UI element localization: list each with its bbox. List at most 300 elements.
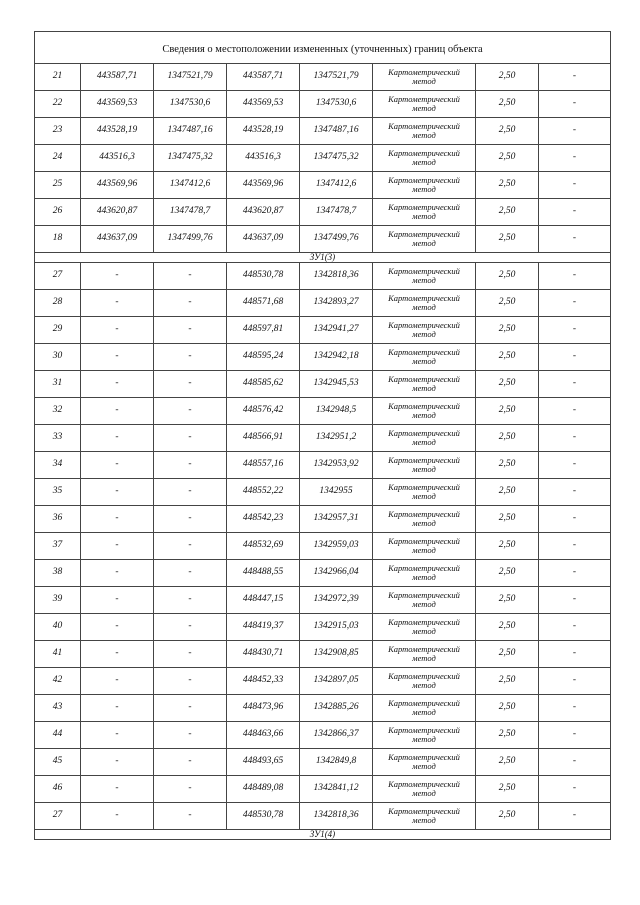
table-row xyxy=(35,803,611,830)
method-line-1: Картометрический xyxy=(388,806,460,816)
existing-x-cell: - xyxy=(81,776,154,803)
existing-x-cell: - xyxy=(81,479,154,506)
existing-x-cell: - xyxy=(81,398,154,425)
refined-y-cell: 1342915,03 xyxy=(300,614,373,641)
refined-x-cell: 448552,22 xyxy=(227,479,300,506)
refined-y-cell: 1342897,05 xyxy=(300,668,373,695)
existing-x-cell: 443516,3 xyxy=(81,145,154,172)
accuracy-cell: 2,50 xyxy=(476,560,539,587)
note-cell: - xyxy=(539,199,611,226)
existing-x-cell: 443587,71 xyxy=(81,64,154,91)
method-cell xyxy=(373,263,476,290)
table-row xyxy=(35,479,611,506)
refined-y-cell: 1342953,92 xyxy=(300,452,373,479)
accuracy-cell: 2,50 xyxy=(476,587,539,614)
existing-x-cell: - xyxy=(81,587,154,614)
existing-x-cell: - xyxy=(81,722,154,749)
table-row xyxy=(35,641,611,668)
refined-x-cell: 443637,09 xyxy=(227,226,300,253)
refined-y-cell: 1347499,76 xyxy=(300,226,373,253)
refined-x-cell: 448576,42 xyxy=(227,398,300,425)
method-cell xyxy=(373,226,476,253)
accuracy-cell: 2,50 xyxy=(476,479,539,506)
accuracy-cell: 2,50 xyxy=(476,290,539,317)
method-line-1: Картометрический xyxy=(388,563,460,573)
method-line-1: Картометрический xyxy=(388,455,460,465)
method-line-1: Картометрический xyxy=(388,202,460,212)
method-line-2: метод xyxy=(412,761,436,771)
method-line-1: Картометрический xyxy=(388,347,460,357)
refined-y-cell: 1342966,04 xyxy=(300,560,373,587)
refined-x-cell: 443569,96 xyxy=(227,172,300,199)
existing-x-cell: - xyxy=(81,803,154,830)
existing-y-cell: - xyxy=(154,533,227,560)
refined-x-cell: 448419,37 xyxy=(227,614,300,641)
table-row xyxy=(35,587,611,614)
refined-y-cell: 1342957,31 xyxy=(300,506,373,533)
method-cell xyxy=(373,749,476,776)
method-cell xyxy=(373,145,476,172)
refined-x-cell: 448530,78 xyxy=(227,263,300,290)
existing-y-cell: 1347478,7 xyxy=(154,199,227,226)
note-cell: - xyxy=(539,776,611,803)
refined-y-cell: 1342818,36 xyxy=(300,263,373,290)
existing-x-cell: - xyxy=(81,371,154,398)
method-line-2: метод xyxy=(412,356,436,366)
existing-x-cell: 443620,87 xyxy=(81,199,154,226)
accuracy-cell: 2,50 xyxy=(476,452,539,479)
method-cell xyxy=(373,614,476,641)
note-cell: - xyxy=(539,506,611,533)
accuracy-cell: 2,50 xyxy=(476,398,539,425)
accuracy-cell: 2,50 xyxy=(476,145,539,172)
method-cell xyxy=(373,344,476,371)
refined-y-cell: 1342893,27 xyxy=(300,290,373,317)
point-number-cell: 45 xyxy=(35,749,81,776)
note-cell: - xyxy=(539,118,611,145)
refined-y-cell: 1342849,8 xyxy=(300,749,373,776)
method-line-2: метод xyxy=(412,707,436,717)
table-row xyxy=(35,226,611,253)
existing-x-cell: - xyxy=(81,668,154,695)
existing-y-cell: - xyxy=(154,371,227,398)
existing-y-cell: - xyxy=(154,479,227,506)
table-row xyxy=(35,371,611,398)
note-cell: - xyxy=(539,668,611,695)
table-row xyxy=(35,263,611,290)
accuracy-cell: 2,50 xyxy=(476,371,539,398)
note-cell: - xyxy=(539,587,611,614)
existing-x-cell: - xyxy=(81,506,154,533)
method-line-2: метод xyxy=(412,626,436,636)
table-row xyxy=(35,749,611,776)
existing-y-cell: - xyxy=(154,263,227,290)
existing-y-cell: - xyxy=(154,695,227,722)
method-line-1: Картометрический xyxy=(388,121,460,131)
refined-x-cell: 448597,81 xyxy=(227,317,300,344)
note-cell: - xyxy=(539,344,611,371)
existing-y-cell: 1347475,32 xyxy=(154,145,227,172)
method-line-1: Картометрический xyxy=(388,509,460,519)
note-cell: - xyxy=(539,749,611,776)
existing-y-cell: - xyxy=(154,344,227,371)
existing-x-cell: 443569,53 xyxy=(81,91,154,118)
existing-y-cell: - xyxy=(154,722,227,749)
method-line-1: Картометрический xyxy=(388,401,460,411)
existing-x-cell: - xyxy=(81,452,154,479)
note-cell: - xyxy=(539,226,611,253)
existing-x-cell: - xyxy=(81,533,154,560)
method-line-1: Картометрический xyxy=(388,752,460,762)
method-line-2: метод xyxy=(412,464,436,474)
existing-x-cell: - xyxy=(81,749,154,776)
point-number-cell: 26 xyxy=(35,199,81,226)
point-number-cell: 33 xyxy=(35,425,81,452)
refined-x-cell: 448532,69 xyxy=(227,533,300,560)
method-cell xyxy=(373,479,476,506)
refined-x-cell: 443620,87 xyxy=(227,199,300,226)
method-line-2: метод xyxy=(412,734,436,744)
method-line-2: метод xyxy=(412,518,436,528)
point-number-cell: 25 xyxy=(35,172,81,199)
refined-y-cell: 1342841,12 xyxy=(300,776,373,803)
method-cell xyxy=(373,199,476,226)
refined-y-cell: 1342945,53 xyxy=(300,371,373,398)
accuracy-cell: 2,50 xyxy=(476,641,539,668)
accuracy-cell: 2,50 xyxy=(476,506,539,533)
method-cell xyxy=(373,506,476,533)
point-number-cell: 37 xyxy=(35,533,81,560)
method-line-1: Картометрический xyxy=(388,148,460,158)
method-line-1: Картометрический xyxy=(388,671,460,681)
refined-x-cell: 448488,55 xyxy=(227,560,300,587)
accuracy-cell: 2,50 xyxy=(476,425,539,452)
refined-y-cell: 1347475,32 xyxy=(300,145,373,172)
method-line-2: метод xyxy=(412,275,436,285)
boundary-coordinates-table xyxy=(34,31,611,840)
method-cell xyxy=(373,695,476,722)
existing-y-cell: 1347412,6 xyxy=(154,172,227,199)
existing-x-cell: - xyxy=(81,290,154,317)
method-line-1: Картометрический xyxy=(388,266,460,276)
note-cell: - xyxy=(539,290,611,317)
method-line-2: метод xyxy=(412,130,436,140)
method-cell xyxy=(373,803,476,830)
table-row xyxy=(35,506,611,533)
refined-x-cell: 448566,91 xyxy=(227,425,300,452)
method-cell xyxy=(373,722,476,749)
point-number-cell: 27 xyxy=(35,263,81,290)
table-row xyxy=(35,172,611,199)
method-line-2: метод xyxy=(412,238,436,248)
accuracy-cell: 2,50 xyxy=(476,776,539,803)
table-row xyxy=(35,668,611,695)
existing-x-cell: - xyxy=(81,695,154,722)
method-line-1: Картометрический xyxy=(388,94,460,104)
table-row xyxy=(35,398,611,425)
method-line-2: метод xyxy=(412,157,436,167)
accuracy-cell: 2,50 xyxy=(476,668,539,695)
method-line-2: метод xyxy=(412,788,436,798)
refined-y-cell: 1347487,16 xyxy=(300,118,373,145)
point-number-cell: 41 xyxy=(35,641,81,668)
method-line-2: метод xyxy=(412,103,436,113)
existing-y-cell: - xyxy=(154,452,227,479)
refined-x-cell: 443516,3 xyxy=(227,145,300,172)
existing-x-cell: 443637,09 xyxy=(81,226,154,253)
method-line-2: метод xyxy=(412,599,436,609)
refined-x-cell: 448463,66 xyxy=(227,722,300,749)
accuracy-cell: 2,50 xyxy=(476,263,539,290)
note-cell: - xyxy=(539,560,611,587)
point-number-cell: 44 xyxy=(35,722,81,749)
refined-y-cell: 1342818,36 xyxy=(300,803,373,830)
table-row xyxy=(35,533,611,560)
method-line-1: Картометрический xyxy=(388,482,460,492)
method-cell xyxy=(373,118,476,145)
method-line-2: метод xyxy=(412,410,436,420)
accuracy-cell: 2,50 xyxy=(476,317,539,344)
method-line-1: Картометрический xyxy=(388,374,460,384)
existing-y-cell: - xyxy=(154,776,227,803)
note-cell: - xyxy=(539,425,611,452)
method-cell xyxy=(373,452,476,479)
note-cell: - xyxy=(539,695,611,722)
existing-y-cell: 1347499,76 xyxy=(154,226,227,253)
refined-x-cell: 443569,53 xyxy=(227,91,300,118)
method-cell xyxy=(373,398,476,425)
refined-x-cell: 448473,96 xyxy=(227,695,300,722)
note-cell: - xyxy=(539,371,611,398)
method-cell xyxy=(373,290,476,317)
table-title: Сведения о местоположении измененных (уточненных) границ объекта xyxy=(35,32,611,64)
refined-y-cell: 1342959,03 xyxy=(300,533,373,560)
table-title-row xyxy=(35,32,611,64)
refined-y-cell: 1347412,6 xyxy=(300,172,373,199)
point-number-cell: 27 xyxy=(35,803,81,830)
existing-y-cell: - xyxy=(154,614,227,641)
refined-x-cell: 448585,62 xyxy=(227,371,300,398)
accuracy-cell: 2,50 xyxy=(476,199,539,226)
method-line-1: Картометрический xyxy=(388,428,460,438)
note-cell: - xyxy=(539,91,611,118)
table-row xyxy=(35,344,611,371)
note-cell: - xyxy=(539,803,611,830)
table-row xyxy=(35,91,611,118)
accuracy-cell: 2,50 xyxy=(476,226,539,253)
point-number-cell: 38 xyxy=(35,560,81,587)
note-cell: - xyxy=(539,398,611,425)
note-cell: - xyxy=(539,722,611,749)
note-cell: - xyxy=(539,172,611,199)
point-number-cell: 35 xyxy=(35,479,81,506)
accuracy-cell: 2,50 xyxy=(476,749,539,776)
existing-x-cell: 443569,96 xyxy=(81,172,154,199)
point-number-cell: 24 xyxy=(35,145,81,172)
point-number-cell: 22 xyxy=(35,91,81,118)
table-row xyxy=(35,199,611,226)
note-cell: - xyxy=(539,533,611,560)
table-row xyxy=(35,118,611,145)
method-line-1: Картометрический xyxy=(388,320,460,330)
note-cell: - xyxy=(539,479,611,506)
refined-y-cell: 1342908,85 xyxy=(300,641,373,668)
table-row xyxy=(35,722,611,749)
method-line-2: метод xyxy=(412,545,436,555)
table-row xyxy=(35,452,611,479)
section-label-row xyxy=(35,830,611,840)
refined-x-cell: 448493,65 xyxy=(227,749,300,776)
point-number-cell: 31 xyxy=(35,371,81,398)
table-row xyxy=(35,425,611,452)
existing-y-cell: - xyxy=(154,587,227,614)
note-cell: - xyxy=(539,614,611,641)
method-cell xyxy=(373,560,476,587)
existing-x-cell: - xyxy=(81,263,154,290)
note-cell: - xyxy=(539,263,611,290)
note-cell: - xyxy=(539,641,611,668)
table-row xyxy=(35,64,611,91)
method-cell xyxy=(373,668,476,695)
existing-y-cell: 1347487,16 xyxy=(154,118,227,145)
method-line-2: метод xyxy=(412,572,436,582)
existing-y-cell: - xyxy=(154,317,227,344)
method-cell xyxy=(373,533,476,560)
accuracy-cell: 2,50 xyxy=(476,533,539,560)
refined-x-cell: 448571,68 xyxy=(227,290,300,317)
accuracy-cell: 2,50 xyxy=(476,172,539,199)
method-cell xyxy=(373,425,476,452)
method-line-2: метод xyxy=(412,491,436,501)
refined-y-cell: 1342955 xyxy=(300,479,373,506)
method-line-1: Картометрический xyxy=(388,536,460,546)
existing-x-cell: - xyxy=(81,344,154,371)
refined-x-cell: 448595,24 xyxy=(227,344,300,371)
refined-x-cell: 448447,15 xyxy=(227,587,300,614)
point-number-cell: 34 xyxy=(35,452,81,479)
table-body xyxy=(35,32,611,840)
refined-x-cell: 448430,71 xyxy=(227,641,300,668)
existing-x-cell: 443528,19 xyxy=(81,118,154,145)
refined-y-cell: 1342866,37 xyxy=(300,722,373,749)
point-number-cell: 42 xyxy=(35,668,81,695)
existing-x-cell: - xyxy=(81,317,154,344)
point-number-cell: 23 xyxy=(35,118,81,145)
existing-y-cell: - xyxy=(154,560,227,587)
refined-x-cell: 443528,19 xyxy=(227,118,300,145)
table-row xyxy=(35,776,611,803)
method-cell xyxy=(373,172,476,199)
method-line-1: Картометрический xyxy=(388,229,460,239)
method-line-1: Картометрический xyxy=(388,779,460,789)
refined-y-cell: 1342885,26 xyxy=(300,695,373,722)
method-line-2: метод xyxy=(412,680,436,690)
existing-y-cell: - xyxy=(154,506,227,533)
accuracy-cell: 2,50 xyxy=(476,614,539,641)
point-number-cell: 32 xyxy=(35,398,81,425)
table-row xyxy=(35,290,611,317)
point-number-cell: 18 xyxy=(35,226,81,253)
existing-x-cell: - xyxy=(81,560,154,587)
point-number-cell: 40 xyxy=(35,614,81,641)
refined-y-cell: 1342948,5 xyxy=(300,398,373,425)
accuracy-cell: 2,50 xyxy=(476,722,539,749)
method-line-2: метод xyxy=(412,211,436,221)
refined-y-cell: 1347478,7 xyxy=(300,199,373,226)
refined-y-cell: 1347530,6 xyxy=(300,91,373,118)
refined-y-cell: 1342972,39 xyxy=(300,587,373,614)
method-line-1: Картометрический xyxy=(388,698,460,708)
existing-y-cell: - xyxy=(154,425,227,452)
table-row xyxy=(35,614,611,641)
refined-x-cell: 448557,16 xyxy=(227,452,300,479)
method-cell xyxy=(373,776,476,803)
note-cell: - xyxy=(539,317,611,344)
refined-y-cell: 1342941,27 xyxy=(300,317,373,344)
section-label: ЗУ1(3) xyxy=(35,253,611,263)
accuracy-cell: 2,50 xyxy=(476,64,539,91)
method-line-2: метод xyxy=(412,653,436,663)
existing-x-cell: - xyxy=(81,614,154,641)
existing-y-cell: - xyxy=(154,398,227,425)
point-number-cell: 28 xyxy=(35,290,81,317)
point-number-cell: 36 xyxy=(35,506,81,533)
method-line-1: Картометрический xyxy=(388,590,460,600)
existing-y-cell: - xyxy=(154,668,227,695)
method-cell xyxy=(373,587,476,614)
table-row xyxy=(35,695,611,722)
point-number-cell: 30 xyxy=(35,344,81,371)
note-cell: - xyxy=(539,452,611,479)
method-line-2: метод xyxy=(412,184,436,194)
method-line-1: Картометрический xyxy=(388,175,460,185)
method-cell xyxy=(373,317,476,344)
table-row xyxy=(35,560,611,587)
existing-y-cell: - xyxy=(154,290,227,317)
method-line-1: Картометрический xyxy=(388,644,460,654)
point-number-cell: 46 xyxy=(35,776,81,803)
section-label-row xyxy=(35,253,611,263)
existing-y-cell: 1347521,79 xyxy=(154,64,227,91)
refined-x-cell: 448542,23 xyxy=(227,506,300,533)
method-line-2: метод xyxy=(412,302,436,312)
method-line-1: Картометрический xyxy=(388,617,460,627)
method-cell xyxy=(373,91,476,118)
method-cell xyxy=(373,641,476,668)
existing-y-cell: 1347530,6 xyxy=(154,91,227,118)
existing-y-cell: - xyxy=(154,641,227,668)
accuracy-cell: 2,50 xyxy=(476,803,539,830)
point-number-cell: 43 xyxy=(35,695,81,722)
note-cell: - xyxy=(539,145,611,172)
method-line-1: Картометрический xyxy=(388,293,460,303)
existing-x-cell: - xyxy=(81,641,154,668)
document-sheet xyxy=(34,31,610,840)
section-label: ЗУ1(4) xyxy=(35,830,611,840)
method-line-2: метод xyxy=(412,437,436,447)
refined-y-cell: 1342951,2 xyxy=(300,425,373,452)
accuracy-cell: 2,50 xyxy=(476,91,539,118)
table-row xyxy=(35,145,611,172)
refined-x-cell: 443587,71 xyxy=(227,64,300,91)
existing-y-cell: - xyxy=(154,803,227,830)
method-cell xyxy=(373,64,476,91)
method-line-2: метод xyxy=(412,76,436,86)
existing-y-cell: - xyxy=(154,749,227,776)
method-cell xyxy=(373,371,476,398)
refined-y-cell: 1347521,79 xyxy=(300,64,373,91)
table-row xyxy=(35,317,611,344)
